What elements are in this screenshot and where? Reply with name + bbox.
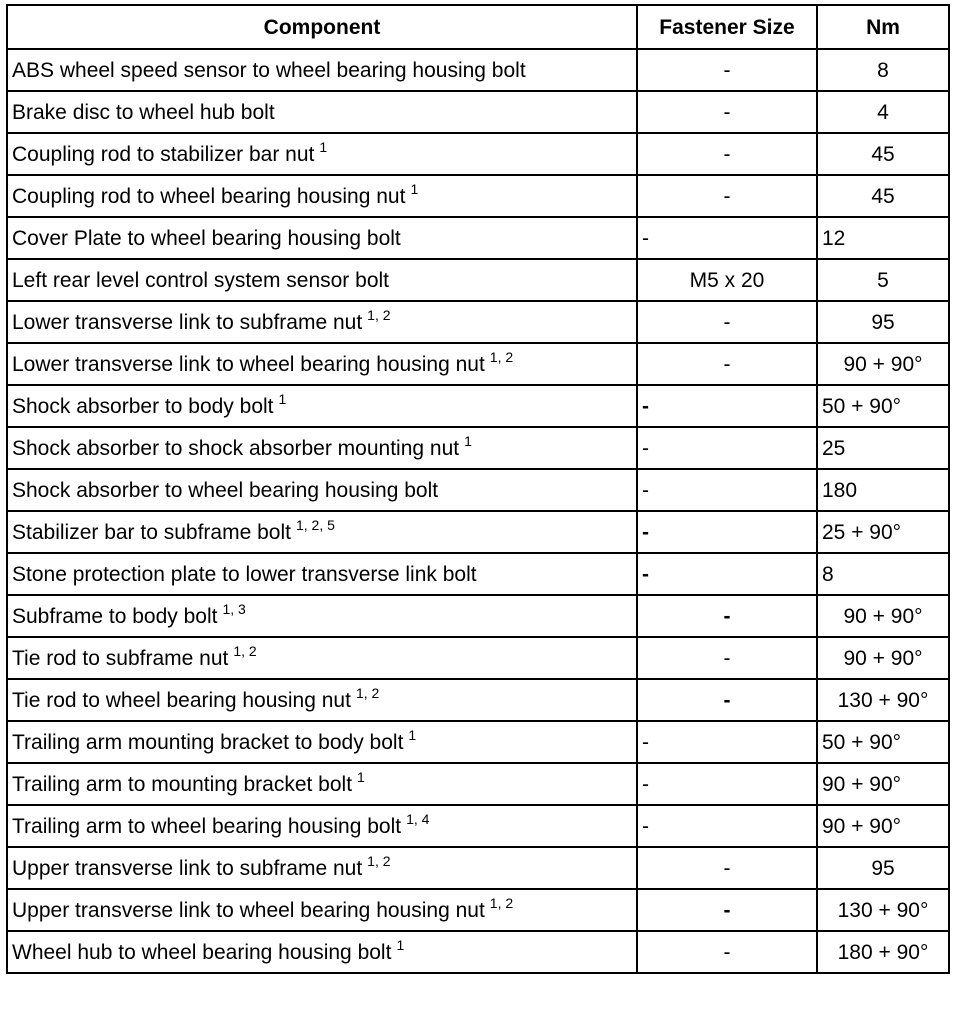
table-row xyxy=(7,175,949,217)
nm-cell: 25 + 90° xyxy=(817,511,949,553)
fastener-cell: - xyxy=(637,469,817,511)
component-cell xyxy=(7,91,637,133)
footnote-ref: 1, 4 xyxy=(406,810,430,827)
component-text: Upper transverse link to wheel bearing housing nut xyxy=(12,898,485,922)
component-cell xyxy=(7,721,637,763)
component-cell xyxy=(7,469,637,511)
fastener-cell: - xyxy=(637,721,817,763)
table-row xyxy=(7,889,949,931)
fastener-cell: - xyxy=(637,805,817,847)
table-row xyxy=(7,49,949,91)
component-text: Stabilizer bar to subframe bolt xyxy=(12,520,291,544)
fastener-cell: - xyxy=(637,301,817,343)
table-row xyxy=(7,553,949,595)
component-cell xyxy=(7,343,637,385)
footnote-ref: 1, 3 xyxy=(222,600,246,617)
component-cell xyxy=(7,763,637,805)
component-cell xyxy=(7,385,637,427)
fastener-cell: - xyxy=(637,595,817,637)
nm-cell: 180 xyxy=(817,469,949,511)
nm-cell: 90 + 90° xyxy=(817,343,949,385)
footnote-ref: 1 xyxy=(319,138,328,155)
torque-spec-table xyxy=(6,4,950,974)
nm-cell: 130 + 90° xyxy=(817,679,949,721)
component-text: Trailing arm to mounting bracket bolt xyxy=(12,772,353,796)
component-text: Brake disc to wheel hub bolt xyxy=(12,100,275,124)
component-text: Tie rod to subframe nut xyxy=(12,646,229,670)
fastener-cell: - xyxy=(637,175,817,217)
nm-cell: 90 + 90° xyxy=(817,595,949,637)
table-row xyxy=(7,805,949,847)
footnote-ref: 1 xyxy=(357,768,365,785)
footnote-ref: 1, 2 xyxy=(489,348,514,365)
component-cell xyxy=(7,49,637,91)
component-cell xyxy=(7,805,637,847)
fastener-cell: - xyxy=(637,343,817,385)
nm-cell: 180 + 90° xyxy=(817,931,949,973)
fastener-cell: - xyxy=(637,217,817,259)
component-cell xyxy=(7,133,637,175)
component-cell xyxy=(7,637,637,679)
component-text: Lower transverse link to subframe nut xyxy=(12,310,363,334)
table-row xyxy=(7,133,949,175)
nm-cell: 130 + 90° xyxy=(817,889,949,931)
component-text: Coupling rod to wheel bearing housing nut xyxy=(12,184,406,208)
table-row xyxy=(7,511,949,553)
component-text: Stone protection plate to lower transverse link bolt xyxy=(12,562,477,586)
table-row xyxy=(7,595,949,637)
fastener-cell: - xyxy=(637,847,817,889)
table-row xyxy=(7,385,949,427)
nm-cell: 50 + 90° xyxy=(817,721,949,763)
component-text: Shock absorber to body bolt xyxy=(12,394,274,418)
nm-cell: 8 xyxy=(817,49,949,91)
component-cell xyxy=(7,301,637,343)
header-fastener-size: Fastener Size xyxy=(637,5,817,49)
footnote-ref: 1 xyxy=(464,432,472,449)
component-cell xyxy=(7,931,637,973)
component-text: Shock absorber to wheel bearing housing bolt xyxy=(12,478,439,502)
footnote-ref: 1, 2 xyxy=(355,684,380,701)
component-text: ABS wheel speed sensor to wheel bearing housing bolt xyxy=(12,58,526,82)
component-cell xyxy=(7,889,637,931)
component-text: Wheel hub to wheel bearing housing bolt xyxy=(12,940,392,964)
fastener-cell: - xyxy=(637,889,817,931)
fastener-cell: - xyxy=(637,637,817,679)
footnote-ref: 1 xyxy=(278,390,287,407)
table-row xyxy=(7,637,949,679)
component-text: Subframe to body bolt xyxy=(12,604,218,628)
component-text: Trailing arm mounting bracket to body bolt xyxy=(12,730,404,754)
table-row xyxy=(7,469,949,511)
nm-cell: 4 xyxy=(817,91,949,133)
footnote-ref: 1 xyxy=(408,726,417,743)
nm-cell: 45 xyxy=(817,133,949,175)
component-text: Upper transverse link to subframe nut xyxy=(12,856,363,880)
footnote-ref: 1 xyxy=(396,936,405,953)
nm-cell: 45 xyxy=(817,175,949,217)
component-cell xyxy=(7,175,637,217)
footnote-ref: 1 xyxy=(410,180,419,197)
component-text: Shock absorber to shock absorber mounting nut xyxy=(12,436,460,460)
nm-cell: 95 xyxy=(817,847,949,889)
component-text: Left rear level control system sensor bolt xyxy=(12,268,389,292)
footnote-ref: 1, 2 xyxy=(233,642,257,659)
fastener-cell: - xyxy=(637,133,817,175)
nm-cell: 95 xyxy=(817,301,949,343)
table-row xyxy=(7,259,949,301)
component-cell xyxy=(7,595,637,637)
fastener-cell: - xyxy=(637,553,817,595)
header-nm: Nm xyxy=(817,5,949,49)
fastener-cell: - xyxy=(637,49,817,91)
component-cell xyxy=(7,679,637,721)
table-row xyxy=(7,91,949,133)
component-cell xyxy=(7,511,637,553)
component-text: Trailing arm to wheel bearing housing bolt xyxy=(12,814,402,838)
component-text: Coupling rod to stabilizer bar nut xyxy=(12,142,315,166)
footnote-ref: 1, 2 xyxy=(367,852,391,869)
header-component: Component xyxy=(7,5,637,49)
table-row xyxy=(7,721,949,763)
header-row xyxy=(7,5,949,49)
footnote-ref: 1, 2 xyxy=(489,894,514,911)
fastener-cell: - xyxy=(637,931,817,973)
component-text: Tie rod to wheel bearing housing nut xyxy=(12,688,351,712)
fastener-cell: - xyxy=(637,385,817,427)
table-row xyxy=(7,427,949,469)
table-row xyxy=(7,931,949,973)
table-row xyxy=(7,763,949,805)
nm-cell: 12 xyxy=(817,217,949,259)
fastener-cell: - xyxy=(637,511,817,553)
table-row xyxy=(7,217,949,259)
component-cell xyxy=(7,217,637,259)
fastener-cell: - xyxy=(637,91,817,133)
footnote-ref: 1, 2 xyxy=(367,306,391,323)
nm-cell: 5 xyxy=(817,259,949,301)
table-row xyxy=(7,679,949,721)
component-cell xyxy=(7,553,637,595)
fastener-cell: - xyxy=(637,679,817,721)
fastener-cell: M5 x 20 xyxy=(637,259,817,301)
component-cell xyxy=(7,427,637,469)
nm-cell: 90 + 90° xyxy=(817,637,949,679)
nm-cell: 50 + 90° xyxy=(817,385,949,427)
fastener-cell: - xyxy=(637,427,817,469)
nm-cell: 8 xyxy=(817,553,949,595)
nm-cell: 25 xyxy=(817,427,949,469)
footnote-ref: 1, 2, 5 xyxy=(295,516,335,533)
component-text: Lower transverse link to wheel bearing housing nut xyxy=(12,352,485,376)
table-row xyxy=(7,301,949,343)
table-row xyxy=(7,343,949,385)
component-cell xyxy=(7,259,637,301)
nm-cell: 90 + 90° xyxy=(817,763,949,805)
component-text: Cover Plate to wheel bearing housing bolt xyxy=(12,226,401,250)
fastener-cell: - xyxy=(637,763,817,805)
table-row xyxy=(7,847,949,889)
component-cell xyxy=(7,847,637,889)
nm-cell: 90 + 90° xyxy=(817,805,949,847)
